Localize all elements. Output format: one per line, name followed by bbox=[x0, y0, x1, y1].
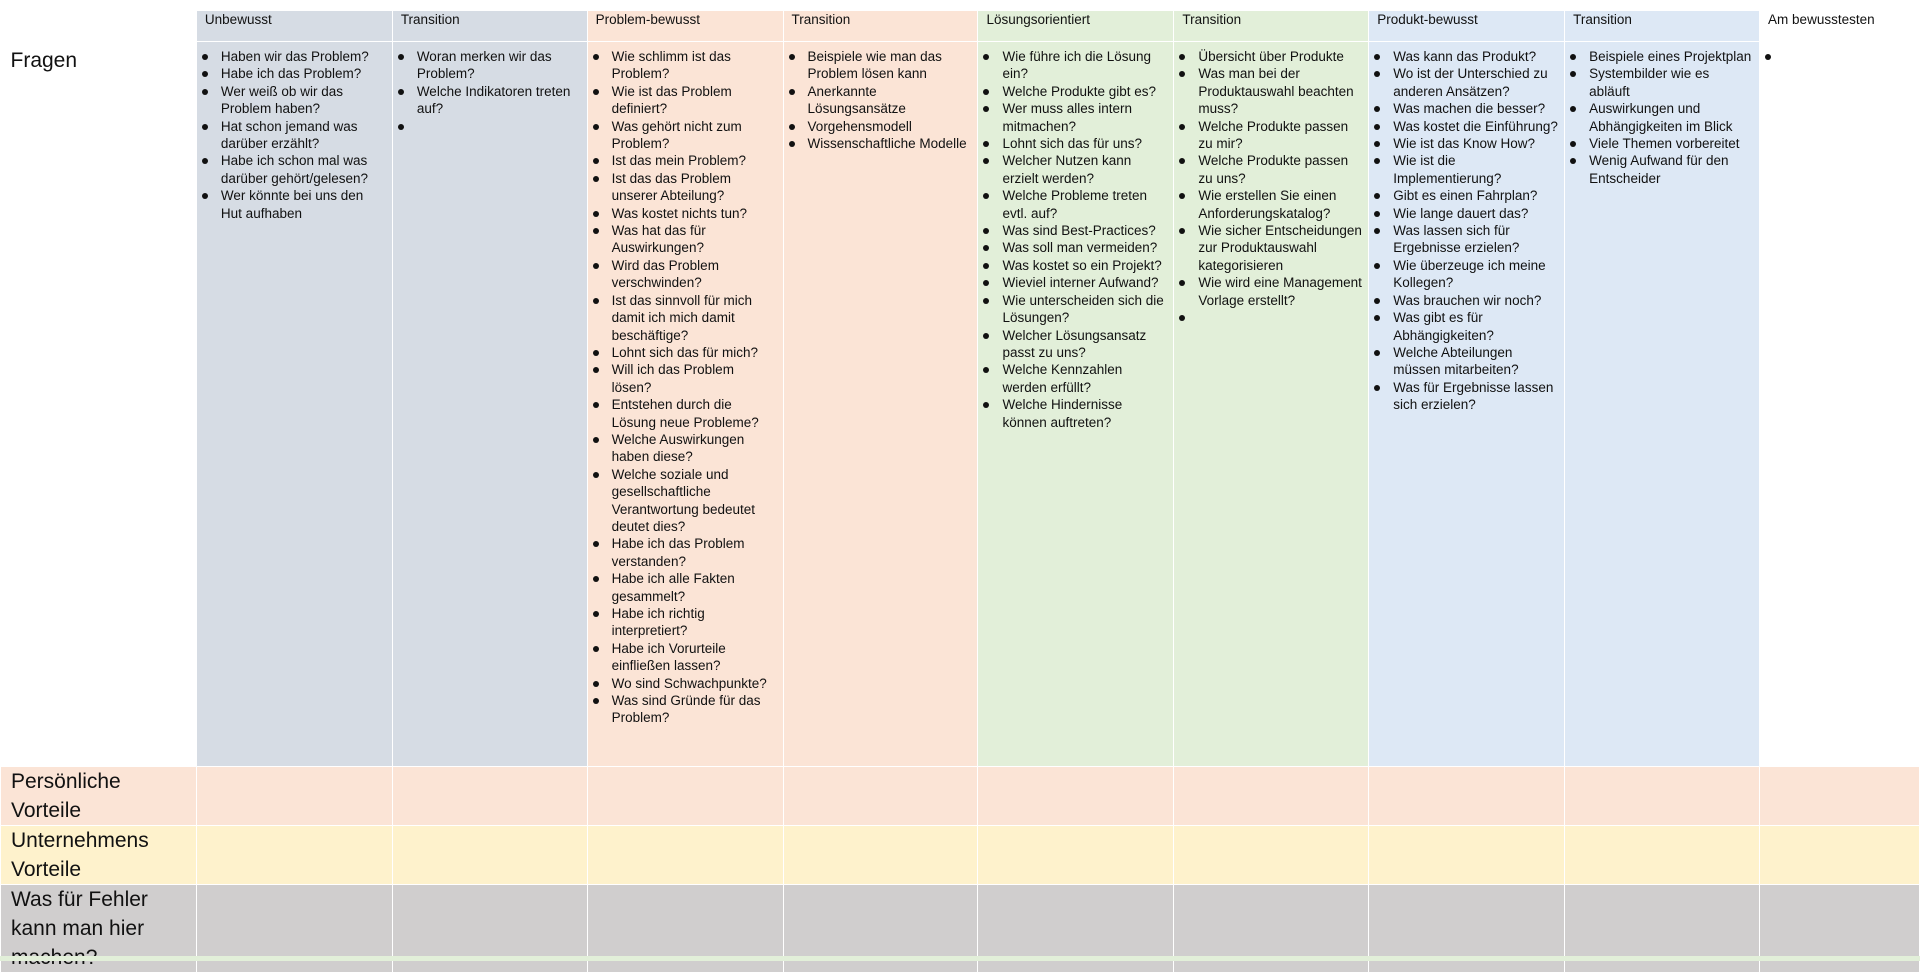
question-item: Haben wir das Problem? bbox=[221, 48, 386, 65]
question-item: Wissenschaftliche Modelle bbox=[808, 135, 972, 152]
question-item: Was sind Best-Practices? bbox=[1002, 222, 1167, 239]
question-item: Habe ich das Problem verstanden? bbox=[612, 535, 777, 570]
question-item: Gibt es einen Fahrplan? bbox=[1393, 187, 1558, 204]
row-label-persoenliche-vorteile: Persönliche Vorteile bbox=[11, 770, 121, 822]
row-label-cell-fragen[interactable] bbox=[1, 11, 197, 767]
bullet-cell[interactable] bbox=[1369, 767, 1565, 826]
question-list bbox=[588, 42, 783, 727]
question-item: Was kostet so ein Projekt? bbox=[1002, 257, 1167, 274]
question-item: Was für Ergebnisse lassen sich erzielen? bbox=[1393, 379, 1558, 414]
question-list bbox=[393, 42, 587, 135]
question-item: Was brauchen wir noch? bbox=[1393, 292, 1558, 309]
question-item: Was man bei der Produktauswahl beachten muss? bbox=[1198, 65, 1362, 117]
question-item: Welche Probleme treten evtl. auf? bbox=[1002, 187, 1167, 222]
question-item: Ist das das Problem unserer Abteilung? bbox=[612, 170, 777, 205]
bullet-cell[interactable] bbox=[1760, 826, 1920, 885]
question-item: Welche soziale und gesellschaftliche Verantwortung bedeutet deutet dies? bbox=[612, 466, 777, 536]
bullet-cell[interactable] bbox=[783, 826, 978, 885]
question-item: Woran merken wir das Problem? bbox=[417, 48, 581, 83]
question-item: Wie überzeuge ich meine Kollegen? bbox=[1393, 257, 1558, 292]
row-label-unternehmens-vorteile: Unternehmens Vorteile bbox=[11, 829, 149, 881]
row-label-fragen: Fragen bbox=[1, 11, 196, 75]
question-list bbox=[1760, 42, 1919, 65]
question-item: Hat schon jemand was darüber erzählt? bbox=[221, 118, 386, 153]
bullet-cell[interactable] bbox=[392, 767, 587, 826]
question-item: Wie lange dauert das? bbox=[1393, 205, 1558, 222]
question-item: Was gibt es für Abhängigkeiten? bbox=[1393, 309, 1558, 344]
question-item: Welche Produkte passen zu mir? bbox=[1198, 118, 1362, 153]
bullet-cell[interactable] bbox=[196, 826, 392, 885]
question-item: Wer muss alles intern mitmachen? bbox=[1002, 100, 1167, 135]
question-item: Wer könnte bei uns den Hut aufhaben bbox=[221, 187, 386, 222]
question-item: Vorgehensmodell bbox=[808, 118, 972, 135]
bullet-cell[interactable] bbox=[1174, 767, 1369, 826]
column-header-label: Transition bbox=[1573, 12, 1632, 27]
question-list bbox=[197, 42, 392, 222]
bullet-cell[interactable] bbox=[783, 767, 978, 826]
question-item: Habe ich schon mal was darüber gehört/gelesen? bbox=[221, 152, 386, 187]
column-header-transition-4[interactable] bbox=[1565, 11, 1760, 42]
question-item: Was soll man vermeiden? bbox=[1002, 239, 1167, 256]
column-header-transition-1[interactable] bbox=[392, 11, 587, 42]
column-header-label: Problem-bewusst bbox=[595, 12, 700, 27]
bullet-cell[interactable] bbox=[978, 767, 1174, 826]
question-item: Übersicht über Produkte bbox=[1198, 48, 1362, 65]
question-item: Viele Themen vorbereitet bbox=[1589, 135, 1753, 152]
question-item: Wie erstellen Sie einen Anforderungskatalog? bbox=[1198, 187, 1362, 222]
column-header-produkt-bewusst[interactable] bbox=[1369, 11, 1565, 42]
question-item: Wie führe ich die Lösung ein? bbox=[1002, 48, 1167, 83]
fragen-cell-problem-bewusst[interactable] bbox=[587, 42, 783, 767]
question-item: Systembilder wie es abläuft bbox=[1589, 65, 1753, 100]
row-label-cell-persoenliche[interactable] bbox=[1, 767, 197, 826]
column-header-unbewusst[interactable] bbox=[196, 11, 392, 42]
fragen-cell-unbewusst[interactable] bbox=[196, 42, 392, 767]
bullet-cell[interactable] bbox=[978, 826, 1174, 885]
question-item bbox=[417, 118, 581, 135]
question-list bbox=[1174, 42, 1368, 327]
column-header-transition-2[interactable] bbox=[783, 11, 978, 42]
bullet-cell[interactable] bbox=[392, 826, 587, 885]
header-row bbox=[1, 11, 1920, 42]
question-item: Wie ist das Problem definiert? bbox=[612, 83, 777, 118]
question-item: Habe ich richtig interpretiert? bbox=[612, 605, 777, 640]
question-item: Habe ich alle Fakten gesammelt? bbox=[612, 570, 777, 605]
question-item: Wie ist das Know How? bbox=[1393, 135, 1558, 152]
question-item: Wenig Aufwand für den Entscheider bbox=[1589, 152, 1753, 187]
column-header-loesungsorientiert[interactable] bbox=[978, 11, 1174, 42]
fragen-cell-produkt-bewusst[interactable] bbox=[1369, 42, 1565, 767]
fragen-row bbox=[1, 42, 1920, 767]
question-item: Was kostet nichts tun? bbox=[612, 205, 777, 222]
question-item: Welche Abteilungen müssen mitarbeiten? bbox=[1393, 344, 1558, 379]
question-item: Lohnt sich das für uns? bbox=[1002, 135, 1167, 152]
question-item: Auswirkungen und Abhängigkeiten im Blick bbox=[1589, 100, 1753, 135]
bullet-cell[interactable] bbox=[1760, 767, 1920, 826]
question-item: Welche Indikatoren treten auf? bbox=[417, 83, 581, 118]
question-item: Wo sind Schwachpunkte? bbox=[612, 675, 777, 692]
question-item: Welche Produkte gibt es? bbox=[1002, 83, 1167, 100]
fragen-cell-transition-1[interactable] bbox=[392, 42, 587, 767]
next-row-edge bbox=[0, 956, 1920, 961]
question-list bbox=[784, 42, 978, 152]
question-item: Wie unterscheiden sich die Lösungen? bbox=[1002, 292, 1167, 327]
column-header-label: Lösungsorientiert bbox=[986, 12, 1091, 27]
question-list bbox=[978, 42, 1173, 431]
bullet-cell[interactable] bbox=[587, 767, 783, 826]
bullet-cell[interactable] bbox=[1565, 826, 1760, 885]
bullet-cell[interactable] bbox=[1174, 826, 1369, 885]
question-item: Will ich das Problem lösen? bbox=[612, 361, 777, 396]
column-header-label: Produkt-bewusst bbox=[1377, 12, 1478, 27]
column-header-transition-3[interactable] bbox=[1174, 11, 1369, 42]
question-item: Wer weiß ob wir das Problem haben? bbox=[221, 83, 386, 118]
question-item: Was machen die besser? bbox=[1393, 100, 1558, 117]
question-item: Welcher Nutzen kann erzielt werden? bbox=[1002, 152, 1167, 187]
question-item: Lohnt sich das für mich? bbox=[612, 344, 777, 361]
fragen-cell-transition-3[interactable] bbox=[1174, 42, 1369, 767]
column-header-label: Transition bbox=[400, 12, 460, 27]
column-header-am-bewusstesten[interactable] bbox=[1760, 11, 1920, 42]
unternehmens-vorteile-row bbox=[1, 826, 1920, 885]
question-item bbox=[1784, 48, 1913, 65]
column-header-label: Unbewusst bbox=[204, 12, 272, 27]
question-item: Anerkannte Lösungsansätze bbox=[808, 83, 972, 118]
question-item: Was hat das für Auswirkungen? bbox=[612, 222, 777, 257]
question-item: Beispiele wie man das Problem lösen kann bbox=[808, 48, 972, 83]
fragen-cell-loesungsorientiert[interactable] bbox=[978, 42, 1174, 767]
question-item: Habe ich Vorurteile einfließen lassen? bbox=[612, 640, 777, 675]
fragen-cell-am-bewusstesten[interactable] bbox=[1760, 42, 1920, 767]
fragen-cell-transition-4[interactable] bbox=[1565, 42, 1760, 767]
question-item: Beispiele eines Projektplan bbox=[1589, 49, 1752, 64]
question-item: Ist das mein Problem? bbox=[612, 152, 777, 169]
question-item: Wie ist die Implementierung? bbox=[1393, 152, 1558, 187]
question-item: Welche Kennzahlen werden erfüllt? bbox=[1002, 361, 1167, 396]
question-item: Wird das Problem verschwinden? bbox=[612, 257, 777, 292]
bullet-cell[interactable] bbox=[587, 826, 783, 885]
bullet-cell[interactable] bbox=[1369, 826, 1565, 885]
row-label-fehler: Was für Fehler kann man hier bbox=[11, 888, 148, 940]
question-list bbox=[1565, 42, 1759, 187]
persoenliche-vorteile-row bbox=[1, 767, 1920, 826]
column-header-label: Transition bbox=[1182, 12, 1242, 27]
bullet-cell[interactable] bbox=[196, 767, 392, 826]
question-item: Wie sicher Entscheidungen zur Produktauswahl kategorisieren bbox=[1198, 223, 1362, 273]
question-list bbox=[1369, 42, 1564, 414]
bullet-cell[interactable] bbox=[1565, 767, 1760, 826]
question-item: Was kostet die Einführung? bbox=[1393, 118, 1558, 134]
question-item: Welche Produkte passen zu uns? bbox=[1198, 152, 1362, 187]
question-item: Entstehen durch die Lösung neue Probleme? bbox=[612, 396, 777, 431]
question-item: Was gehört nicht zum Problem? bbox=[612, 118, 777, 153]
question-item: Was lassen sich für Ergebnisse erzielen? bbox=[1393, 222, 1558, 257]
question-item: Welche Hindernisse können auftreten? bbox=[1002, 396, 1167, 431]
row-label-cell-unternehmens[interactable] bbox=[1, 826, 197, 885]
question-item: Wie schlimm ist das Problem? bbox=[612, 48, 777, 83]
question-item: Welche Auswirkungen haben diese? bbox=[612, 431, 777, 466]
question-item: Was kann das Produkt? bbox=[1393, 48, 1558, 65]
question-item: Was sind Gründe für das Problem? bbox=[612, 692, 777, 727]
column-header-problem-bewusst[interactable] bbox=[587, 11, 783, 42]
question-item: Ist das sinnvoll für mich damit ich mich damit beschäftige? bbox=[612, 292, 777, 344]
question-item: Welcher Lösungsansatz passt zu uns? bbox=[1002, 327, 1167, 362]
question-item: Wo ist der Unterschied zu anderen Ansätzen? bbox=[1393, 65, 1558, 100]
fragen-cell-transition-2[interactable] bbox=[783, 42, 978, 767]
question-item: Habe ich das Problem? bbox=[221, 65, 386, 82]
question-item bbox=[1198, 309, 1362, 326]
question-item: Wie wird eine Management Vorlage erstellt? bbox=[1198, 275, 1362, 308]
customer-journey-table bbox=[0, 10, 1920, 973]
column-header-label: Am bewusstesten bbox=[1768, 12, 1875, 27]
question-item: Wieviel interner Aufwand? bbox=[1002, 274, 1167, 291]
column-header-label: Transition bbox=[791, 12, 851, 27]
